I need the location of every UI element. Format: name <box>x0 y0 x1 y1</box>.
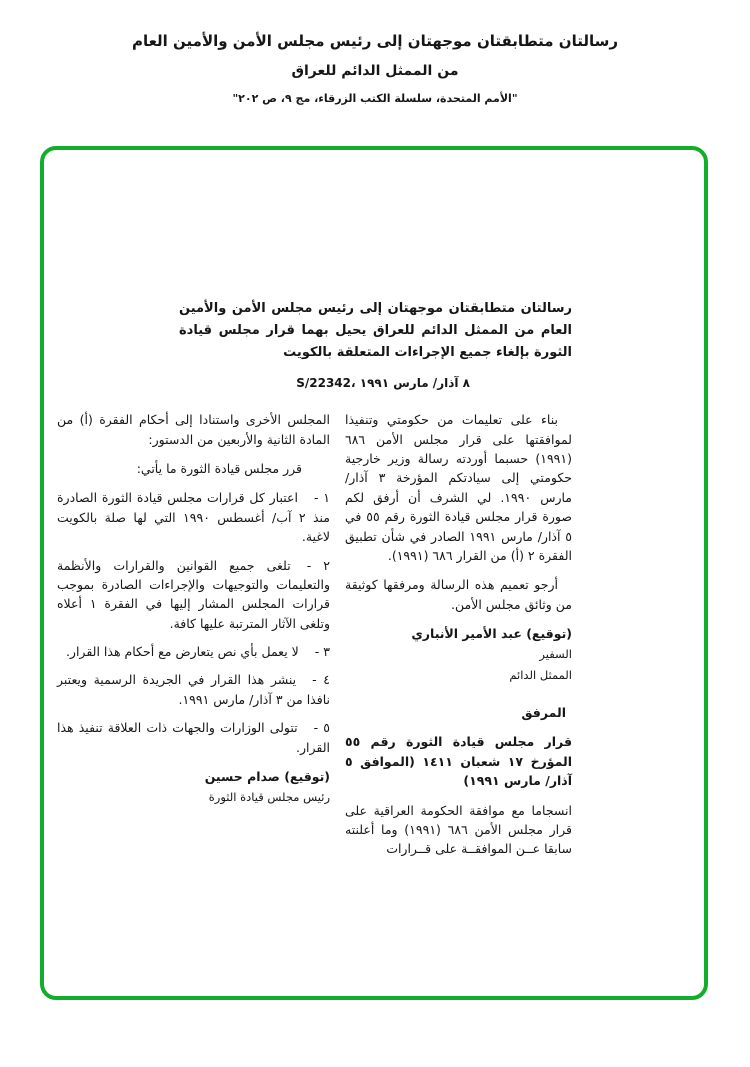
header-title-line1: رسالتان متطابقتان موجهتان إلى رئيس مجلس الأمن والأمين العام <box>131 32 619 50</box>
decision-item-2 <box>57 556 330 634</box>
signature-president <box>57 767 330 807</box>
decision-item-1 <box>57 488 330 546</box>
decision-intro: قرر مجلس قيادة الثورة ما يأتي: <box>136 461 302 477</box>
document-columns <box>57 410 572 868</box>
decision-item-3-text: لا يعمل بأي نص يتعارض مع أحكام هذا القرار. <box>65 644 299 660</box>
decision-item-2-text: تلغى جميع القوانين والقرارات والأنظمة والتعليمات والتوجيهات والإجراءات الصادرة بموجب قرارات المجلس المشار إليها في الفقرة ١ أعلاه وتلغى الآثار المترتبة عليها كافة. <box>57 557 330 631</box>
document-frame <box>40 146 708 1000</box>
decision-item-1-text: اعتبار كل قرارات مجلس قيادة الثورة الصادرة منذ ٢ آب/ أغسطس ١٩٩٠ التي لها صلة بالكويت لاغية. <box>57 490 330 545</box>
signature-president-title: رئيس مجلس قيادة الثورة <box>208 790 330 805</box>
decision-item-2-number: ٢ - <box>306 557 331 573</box>
signature-ambassador-title1: السفير <box>539 647 572 662</box>
signature-president-name: (توقيع) صدام حسين <box>204 768 330 784</box>
column-right <box>345 410 572 868</box>
decision-item-4 <box>57 670 330 709</box>
signature-ambassador <box>345 624 572 685</box>
continuation-paragraph: المجلس الأخرى واستنادا إلى أحكام الفقرة (أ) من المادة الثانية والأربعين من الدستور: <box>57 412 330 447</box>
page-header <box>0 0 750 105</box>
letter-paragraph-1: بناء على تعليمات من حكومتي وتنفيذا لموافقتها على قرار مجلس الأمن ٦٨٦ (١٩٩١) حسبما أوردته رسالة وزير خارجية حكومتي إلى سيادتكم المؤرخة ٣ آذار/ مارس ١٩٩٠. لي الشرف أن أرفق لكم صورة قرار مجلس قيادة الثورة رقم ٥٥ في ٥ آذار/ مارس ١٩٩١ الصادر في شأن تطبيق الفقرة ٢ (أ) من القرار ٦٨٦ (١٩٩١). <box>345 412 572 563</box>
annex-paragraph: انسجاما مع موافقة الحكومة العراقية على قرار مجلس الأمن ٦٨٦ (١٩٩١) وما أعلنته سابقا عــن الموافقــة على قــرارات <box>345 802 572 857</box>
column-left <box>57 410 330 868</box>
decision-item-5-number: ٥ - <box>313 720 330 736</box>
annex-title: قرار مجلس قيادة الثورة رقم ٥٥ المؤرخ ١٧ شعبان ١٤١١ (الموافق ٥ آذار/ مارس ١٩٩١) <box>345 734 572 789</box>
document-reference: S/22342، ٨ آذار/ مارس ١٩٩١ <box>296 376 470 391</box>
decision-item-5 <box>57 718 330 757</box>
signature-ambassador-name: (توقيع) عبد الأمير الأنباري <box>411 626 572 642</box>
decision-item-3 <box>57 642 330 661</box>
decision-item-5-text: تتولى الوزارات والجهات ذات العلاقة تنفيذ هذا القرار. <box>57 720 330 755</box>
document-body <box>57 298 572 869</box>
header-source-citation: "الأمم المتحدة، سلسلة الكتب الزرقاء، مج ٩، ص ٢٠٢" <box>232 92 518 105</box>
document-title: رسالتان متطابقتان موجهتان إلى رئيس مجلس الأمن والأمين العام من الممثل الدائم للعراق يحيل بهما قرار مجلس قيادة الثورة بإلغاء جميع الإجراءات المتعلقة بالكويت <box>179 301 572 361</box>
decision-item-4-text: ينشر هذا القرار في الجريدة الرسمية ويعتبر نافذا من ٣ آذار/ مارس ١٩٩١. <box>57 672 330 707</box>
annex-heading: المرفق <box>521 705 566 721</box>
decision-item-1-number: ١ - <box>313 490 330 506</box>
letter-paragraph-2: أرجو تعميم هذه الرسالة ومرفقها كوثيقة من وثائق مجلس الأمن. <box>345 577 572 612</box>
decision-item-4-number: ٤ - <box>312 672 330 688</box>
header-title-line2: من الممثل الدائم للعراق <box>291 63 459 79</box>
decision-item-3-number: ٣ - <box>314 644 330 660</box>
signature-ambassador-title2: الممثل الدائم <box>509 668 572 683</box>
